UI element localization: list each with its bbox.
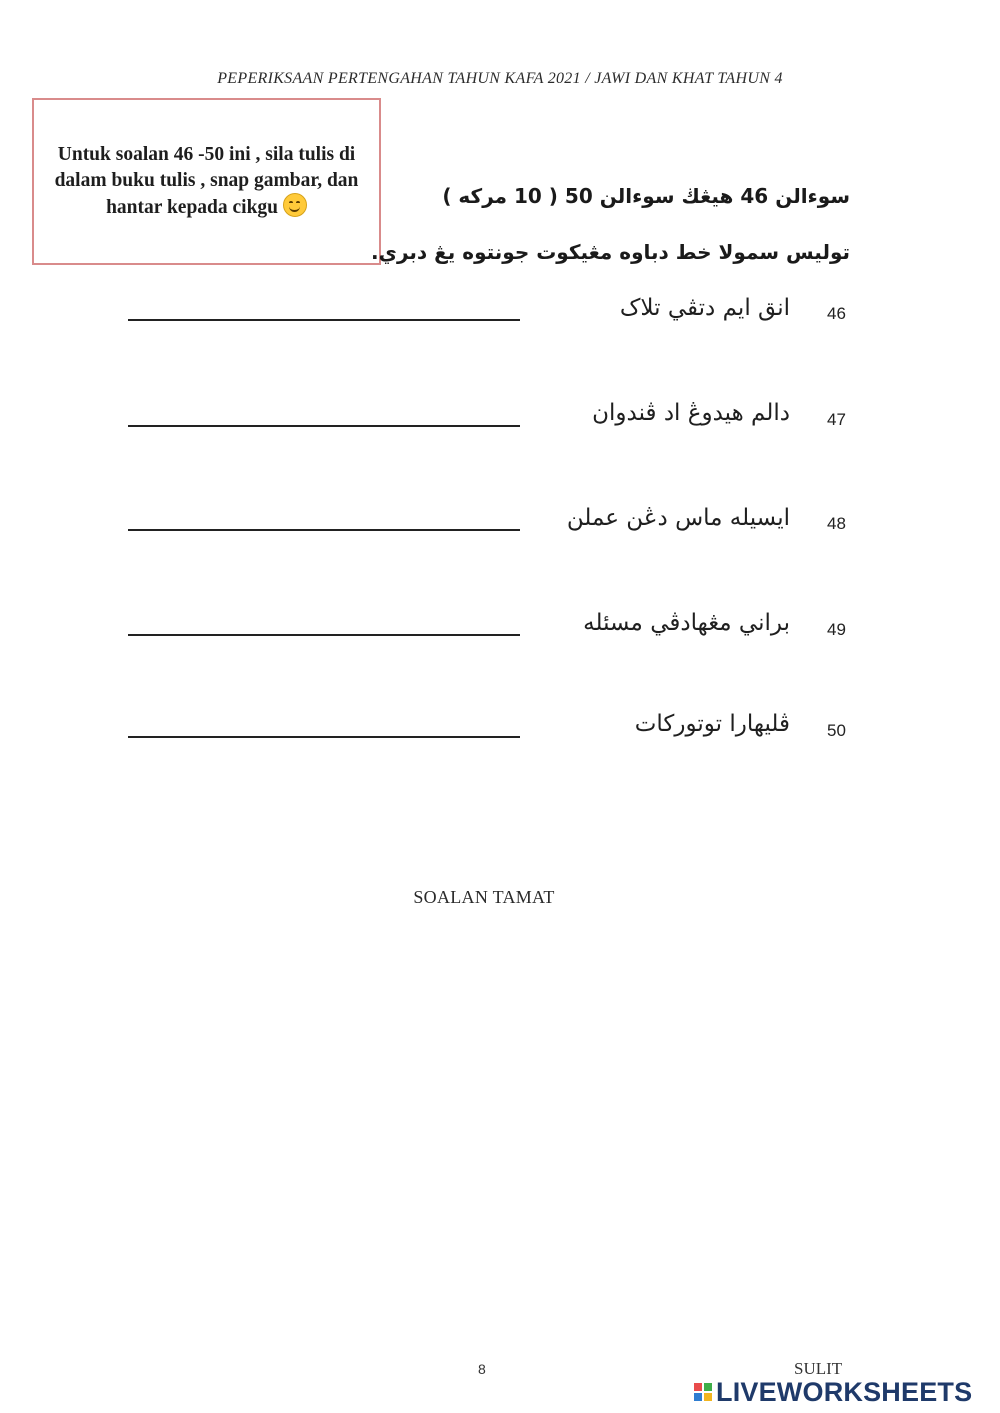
answer-line-50[interactable] — [128, 736, 520, 738]
exam-header: PEPERIKSAAN PERTENGAHAN TAHUN KAFA 2021 / JAWI DAN KHAT TAHUN 4 — [217, 70, 783, 87]
question-text: انق ايم دتڤي تلاک — [619, 295, 790, 321]
question-number: 50 — [827, 721, 846, 740]
answer-line-49[interactable] — [128, 634, 520, 636]
answer-line-46[interactable] — [128, 319, 520, 321]
liveworksheets-brand[interactable] — [694, 1377, 972, 1407]
answer-line-47[interactable] — [128, 425, 520, 427]
end-of-questions-label: SOALAN TAMAT — [413, 887, 555, 907]
page-number: 8 — [478, 1361, 486, 1377]
confidential-label: SULIT — [794, 1359, 843, 1378]
note-content — [48, 142, 365, 220]
question-number: 49 — [827, 620, 846, 639]
question-text: ڤليهارا توتورکات — [634, 711, 790, 737]
question-number: 46 — [827, 304, 846, 323]
question-text: ايسيله ماس دڠن عملن — [566, 505, 790, 531]
brand-name: LIVEWORKSHEETS — [716, 1376, 973, 1407]
liveworksheets-logo-icon — [694, 1383, 712, 1401]
question-number: 47 — [827, 410, 846, 429]
section-instruction: توليس سمولا خط دباوه مڠيکوت جونتوه يڠ دبري. — [371, 240, 850, 264]
answer-line-48[interactable] — [128, 529, 520, 531]
question-number: 48 — [827, 514, 846, 533]
note-text: Untuk soalan 46 -50 ini , sila tulis di dalam buku tulis , snap gambar, dan hantar kepada cikgu — [54, 144, 359, 219]
question-text: دالم هيدوڠ اد ڤندوان — [592, 400, 790, 426]
smiling-face-icon — [283, 193, 307, 217]
instruction-note — [32, 98, 381, 265]
section-heading: سوءالن 46 هيڠڬ سوءالن 50 ( 10 مرکه ) — [442, 184, 850, 208]
question-text: براني مڠهادڤي مسئله — [583, 610, 790, 636]
